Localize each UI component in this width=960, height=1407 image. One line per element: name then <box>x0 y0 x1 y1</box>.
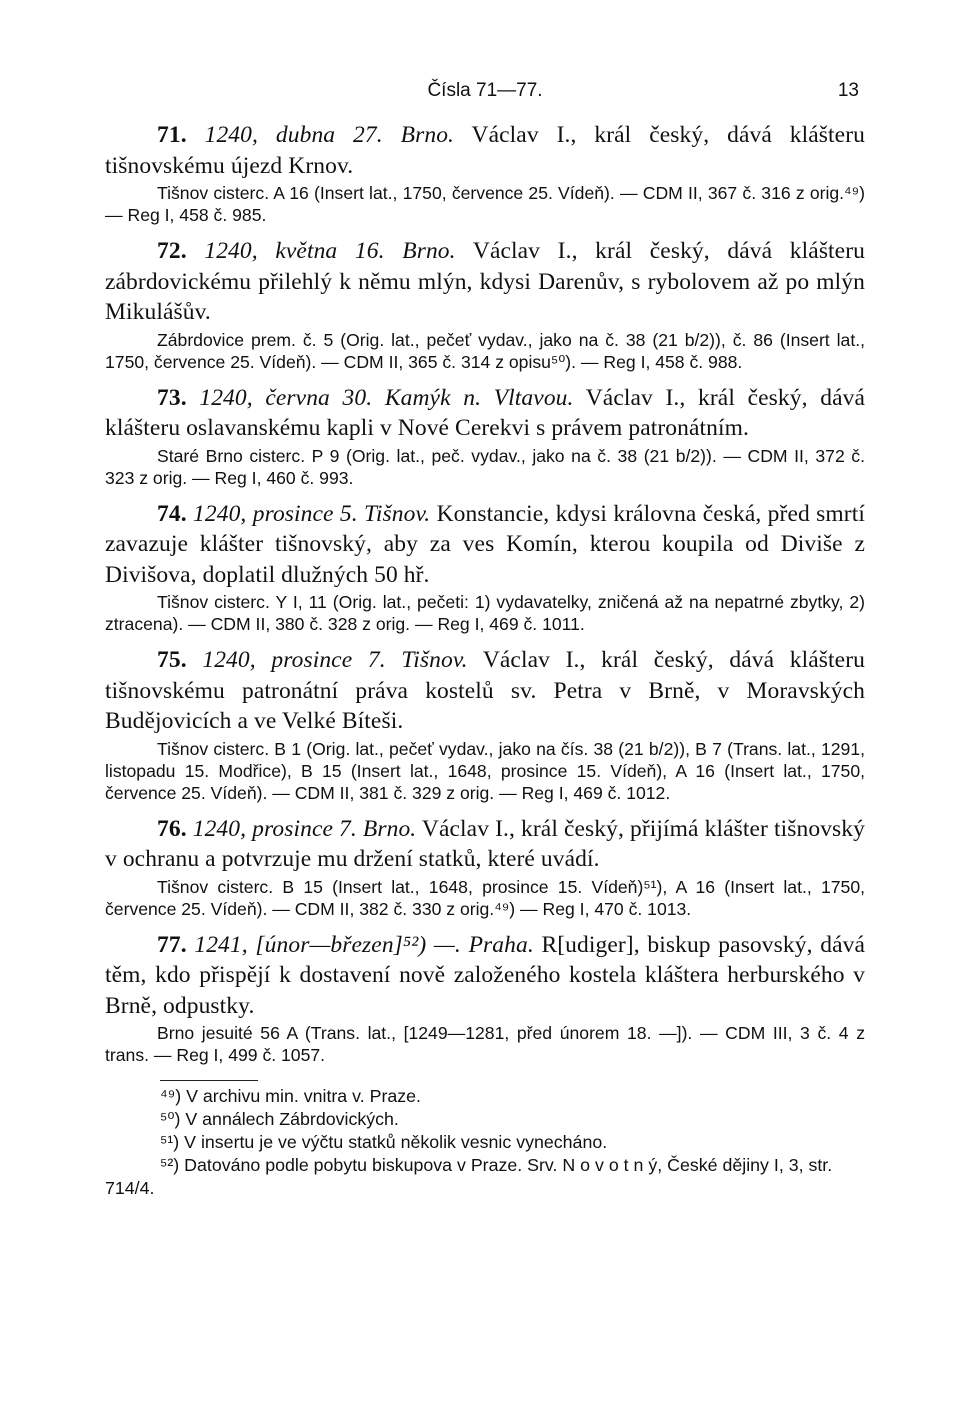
entry-date: 1240, prosince 7. Tišnov. <box>202 647 468 673</box>
entry-text: Václav I., král český, dává klášteru zábrdovickému přilehlý k němu mlýn, kdysi Darenův, s rybolovem až po mlýn Mikulášův. <box>105 238 865 325</box>
entry-source: Staré Brno cisterc. P 9 (Orig. lat., peč. vydav., jako na č. 38 (21 b/2)). — CDM II, 372 č. 323 z orig. — Reg I, 460 č. 993. <box>105 445 865 488</box>
entry-number: 73. <box>157 384 187 411</box>
footnote-50: ⁵⁰) V annálech Zábrdovických. <box>160 1109 399 1129</box>
entry-number: 74. <box>157 500 187 527</box>
entry-74 <box>105 499 865 636</box>
entry-source: Tišnov cisterc. Y I, 11 (Orig. lat., pečeti: 1) vydavatelky, zničená až na nepatrné zbytky, 2) ztracena). — CDM II, 380 č. 328 z orig. — Reg I, 469 č. 1011. <box>105 592 865 634</box>
entry-number: 77. <box>157 931 187 958</box>
entry-source: Tišnov cisterc. A 16 (Insert lat., 1750, července 25. Vídeň). — CDM II, 367 č. 316 z orig.⁴⁹) — Reg I, 458 č. 985. <box>105 183 865 225</box>
entry-text: Václav I., král český, dává klášteru oslavanskému kapli v Nové Cerekvi s právem patronátním. <box>105 384 865 441</box>
document-page <box>105 76 865 1200</box>
entry-number: 76. <box>157 815 187 842</box>
entry-source: Tišnov cisterc. B 15 (Insert lat., 1648, prosince 15. Vídeň)⁵¹), A 16 (Insert lat., 1750, července 25. Vídeň). — CDM II, 382 č. 330 z orig.⁴⁹) — Reg I, 470 č. 1013. <box>105 876 865 919</box>
entry-date: 1240, prosince 7. Brno. <box>192 815 417 842</box>
entry-75 <box>105 645 865 804</box>
entry-text: Konstancie, kdysi královna česká, před smrtí zavazuje klášter tišnovský, aby za ves Komín, kterou koupila od Diviše z Divišova, doplatil dlužných 50 hř. <box>105 500 865 588</box>
entry-date: 1240, dubna 27. Brno. <box>204 122 455 148</box>
running-title: Čísla 71—77. <box>427 80 543 101</box>
entry-text: R[udiger], biskup pasovský, dává těm, kdo přispějí k dostavení nově založeného kostela kláštera herburského v Brně, odpustky. <box>105 931 865 1019</box>
running-header <box>105 76 865 110</box>
entry-source: Tišnov cisterc. B 1 (Orig. lat., pečeť vydav., jako na čís. 38 (21 b/2)), B 7 (Trans. lat., 1291, listopadu 15. Modřice), B 15 (Insert lat., 1648, prosince 15. Vídeň), A 16 (Insert lat., 1750, července 25. Vídeň). — CDM II, 381 č. 329 z orig. — Reg I, 469 č. 1012. <box>105 738 865 803</box>
entry-72 <box>105 236 865 373</box>
entry-number: 75. <box>157 647 187 673</box>
footnote-49: ⁴⁹) V archivu min. vnitra v. Praze. <box>160 1086 421 1106</box>
entry-date: 1241, [únor—březen]⁵²) —. Praha. <box>194 931 534 958</box>
entry-date: 1240, května 16. Brno. <box>204 238 456 264</box>
entry-date: 1240, prosince 5. Tišnov. <box>193 500 431 527</box>
footnote-51: ⁵¹) V insertu je ve výčtu statků několik vesnic vynecháno. <box>160 1132 608 1152</box>
entry-source: Zábrdovice prem. č. 5 (Orig. lat., pečeť vydav., jako na č. 38 (21 b/2)), č. 86 (Insert lat., 1750, července 25. Vídeň). — CDM II, 365 č. 314 z opisu⁵⁰). — Reg I, 458 č. 988. <box>105 329 865 372</box>
page-number: 13 <box>837 80 859 101</box>
entry-73 <box>105 383 865 489</box>
entry-source: Brno jesuité 56 A (Trans. lat., [1249—1281, před únorem 18. —]). — CDM III, 3 č. 4 z trans. — Reg I, 499 č. 1057. <box>105 1023 865 1065</box>
entry-text: Václav I., král český, dává klášteru tišnovskému patronátní práva kostelů sv. Petra v Brně, v Moravských Budějovicích a ve Velké Bíteši. <box>105 647 865 734</box>
entry-71 <box>105 120 865 226</box>
entry-number: 72. <box>157 238 187 264</box>
entry-77 <box>105 930 865 1067</box>
footnote-52: ⁵²) Datováno podle pobytu biskupova v Praze. Srv. N o v o t n ý, České dějiny I, 3, str. 714/4. <box>105 1155 833 1198</box>
entry-text: Václav I., král český, dává klášteru tišnovskému újezd Krnov. <box>105 122 865 179</box>
entry-number: 71. <box>157 122 187 148</box>
entry-76 <box>105 814 865 920</box>
footnote-divider <box>160 1080 258 1081</box>
entry-text: Václav I., král český, přijímá klášter tišnovský v ochranu a potvrzuje mu držení statků, které uvádí. <box>105 815 865 872</box>
entry-date: 1240, června 30. Kamýk n. Vltavou. <box>199 384 574 411</box>
footnotes <box>105 1085 865 1200</box>
